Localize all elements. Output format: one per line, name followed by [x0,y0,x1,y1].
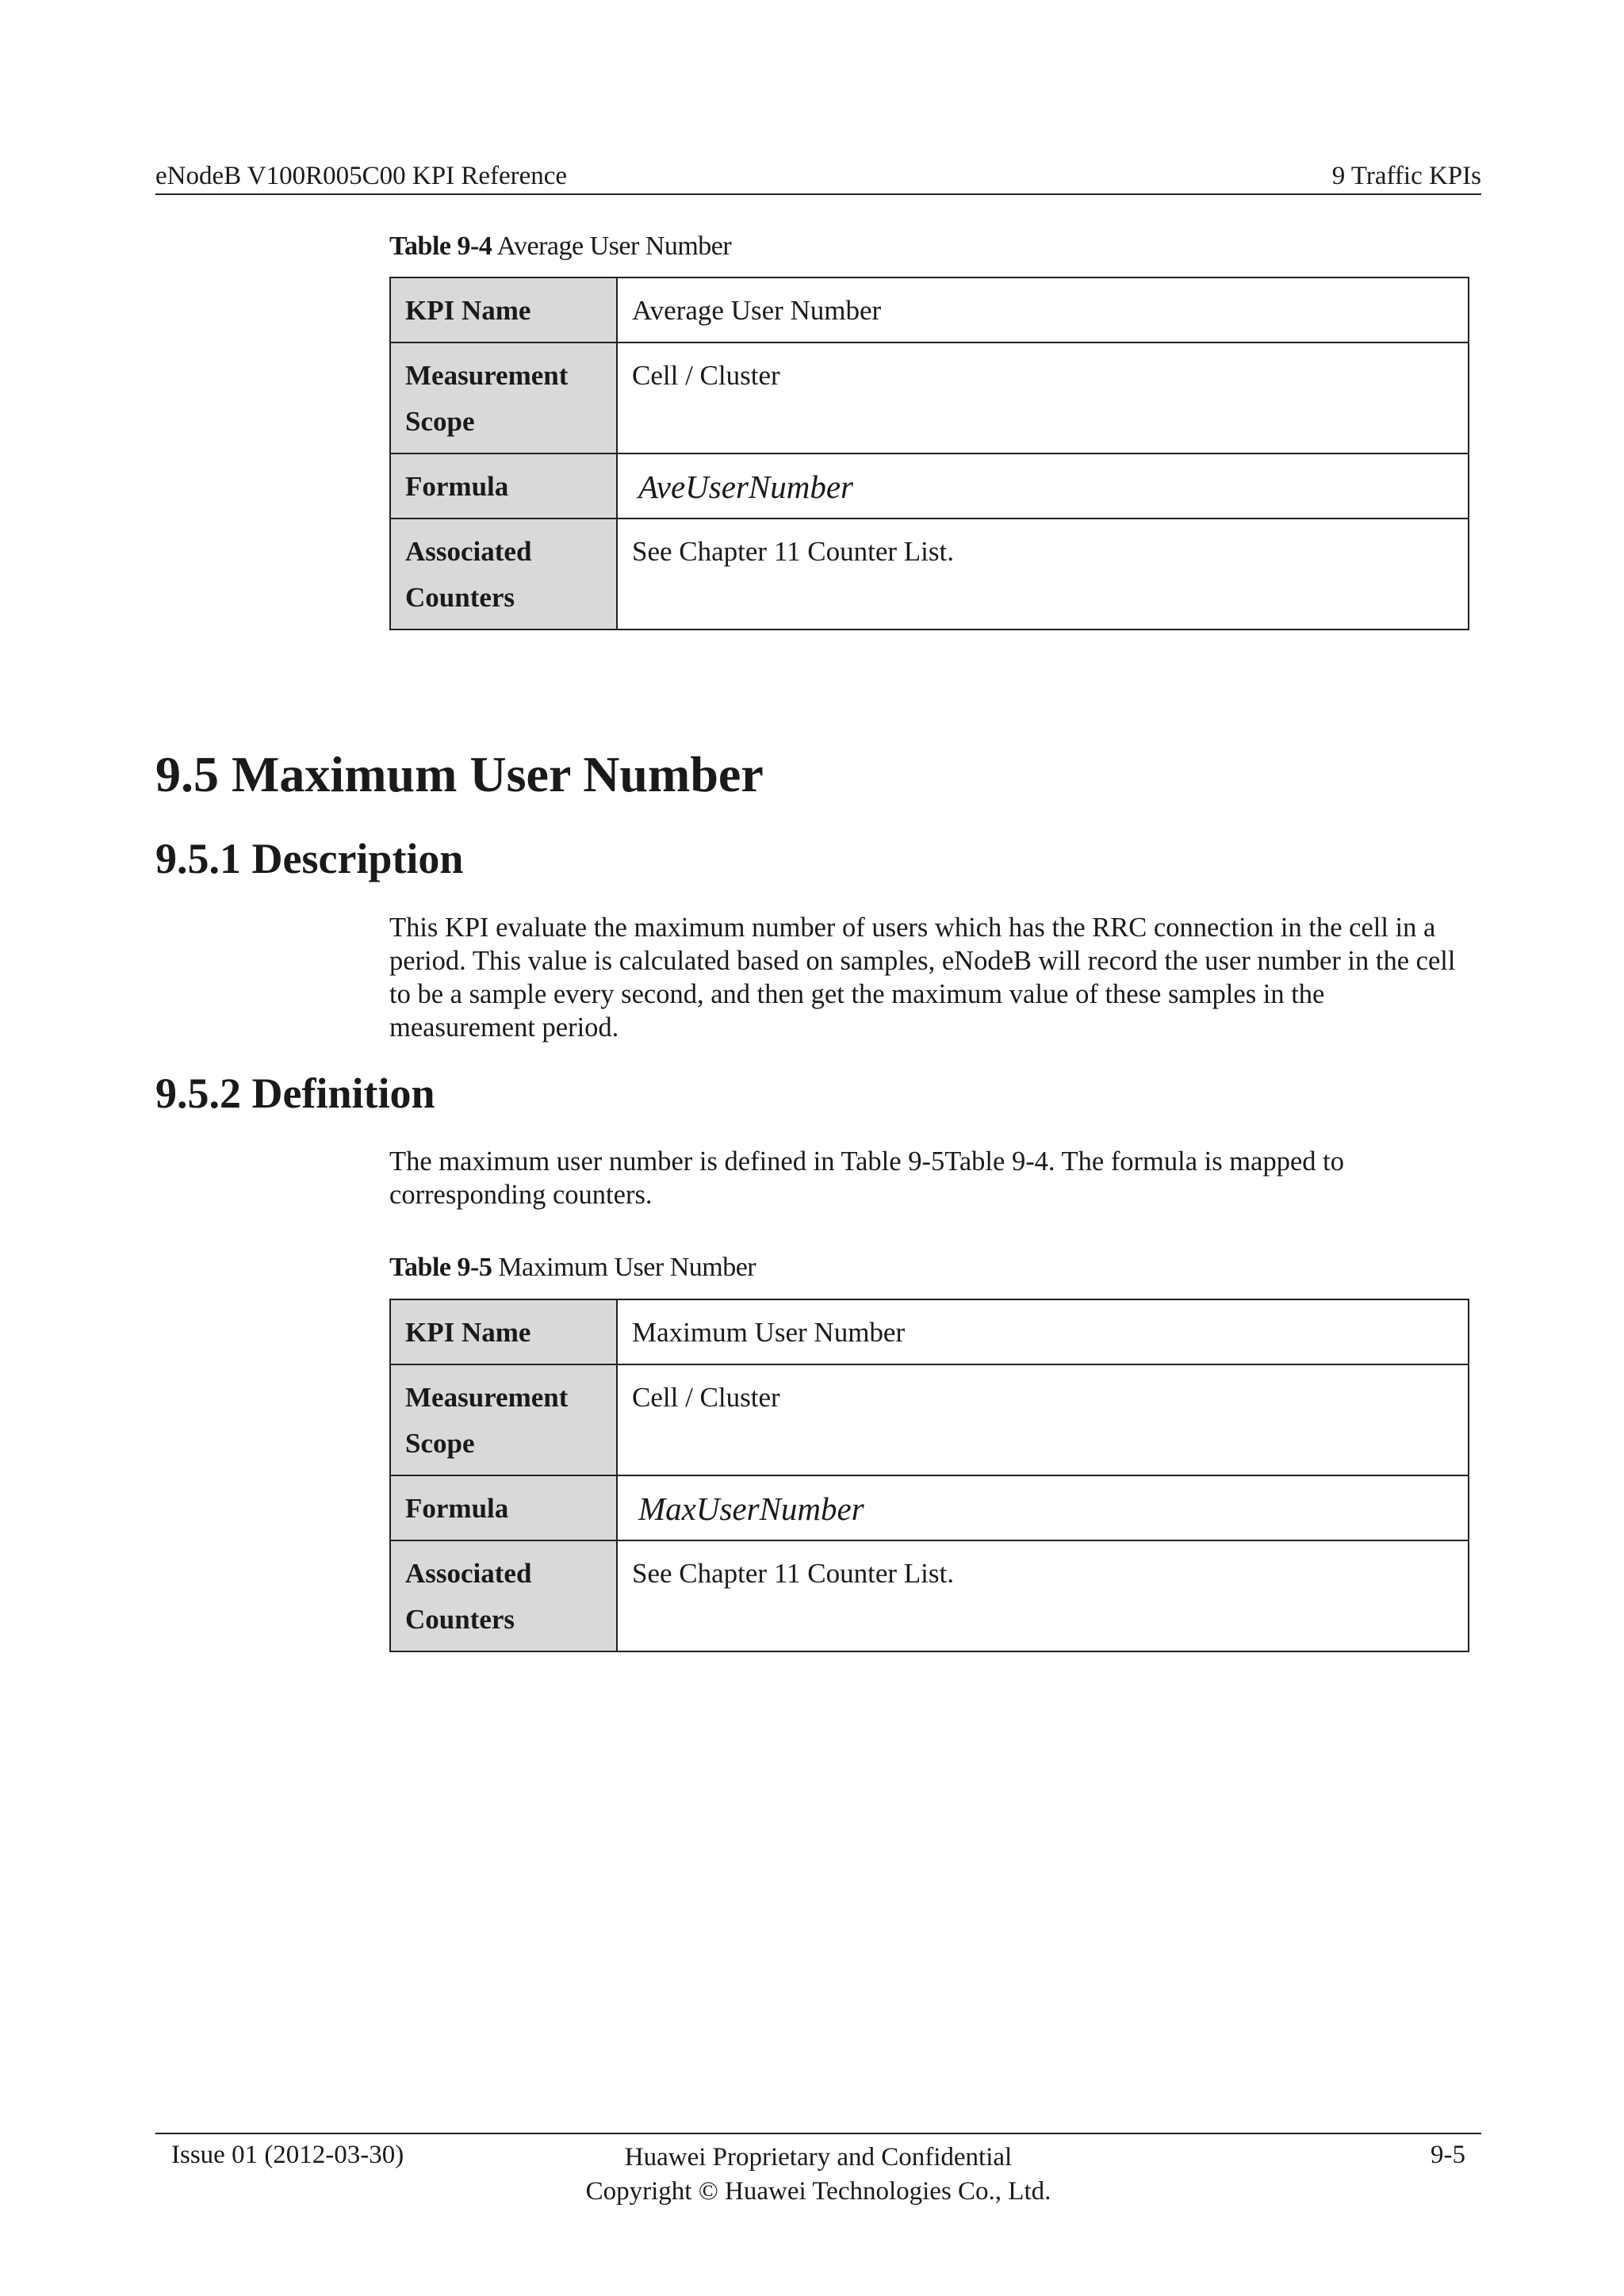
table-row [390,277,1469,342]
formula-value: AveUserNumber [617,453,1469,519]
formula-value: MaxUserNumber [617,1475,1469,1540]
row-value: See Chapter 11 Counter List. [617,519,1469,629]
definition-paragraph: The maximum user number is defined in Table 9-5Table 9-4. The formula is mapped to corresponding counters. [389,1146,1344,1210]
table-row [390,1364,1469,1475]
table-row [390,1540,1469,1651]
table-9-4 [389,277,1469,630]
table-row [390,1475,1469,1540]
footer-center [155,2141,1481,2209]
row-label: Measurement Scope [390,342,617,453]
row-label: Measurement Scope [390,1364,617,1475]
row-value: Cell / Cluster [617,1364,1469,1475]
row-label: Formula [390,453,617,519]
description-heading: 9.5.1 Description [155,835,464,882]
row-label: Formula [390,1475,617,1540]
section-title: 9.5 Maximum User Number [155,746,764,802]
chapter-title: 9 Traffic KPIs [1331,162,1481,190]
description-paragraph: This KPI evaluate the maximum number of users which has the RRC connection in the cell in a period. This value is calculated based on samples, eNodeB will record the user number in the cell to be a sample every second, and then get the maximum value of these samples in the measurement period. [389,913,1456,1043]
table-row [390,453,1469,519]
row-label: KPI Name [390,277,617,342]
page-header [155,162,1481,195]
row-label: Associated Counters [390,1540,617,1651]
table-row [390,1299,1469,1364]
page-footer [155,2133,1481,2206]
table-9-4-caption [389,232,731,262]
table-9-5-caption [389,1253,756,1283]
issue-date: Issue 01 (2012-03-30) [171,2141,404,2169]
row-value: Maximum User Number [617,1299,1469,1364]
table-row [390,519,1469,629]
document-title: eNodeB V100R005C00 KPI Reference [155,162,568,190]
row-value: Average User Number [617,277,1469,342]
copyright-notice: Copyright © Huawei Technologies Co., Ltd. [585,2177,1051,2206]
table-9-4-caption-number: Table 9-4 [389,232,492,261]
table-9-4-caption-title: Average User Number [496,232,732,261]
page-number: 9-5 [1431,2141,1465,2169]
table-9-5 [389,1299,1469,1652]
row-label: Associated Counters [390,519,617,629]
table-row [390,342,1469,453]
definition-heading: 9.5.2 Definition [155,1070,435,1117]
row-value: See Chapter 11 Counter List. [617,1540,1469,1651]
confidential-notice: Huawei Proprietary and Confidential [624,2143,1013,2172]
row-label: KPI Name [390,1299,617,1364]
table-9-5-caption-title: Maximum User Number [498,1253,756,1282]
row-value: Cell / Cluster [617,342,1469,453]
table-9-5-caption-number: Table 9-5 [389,1253,492,1282]
